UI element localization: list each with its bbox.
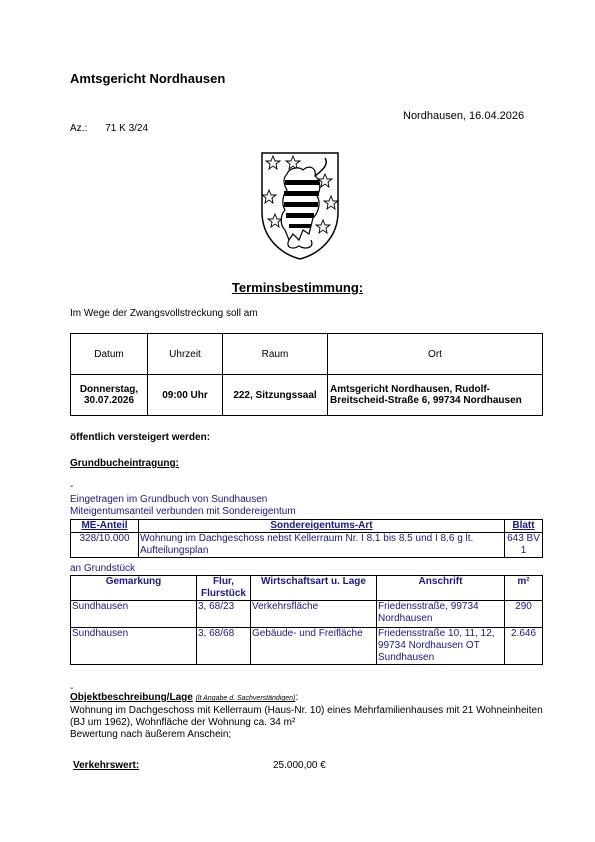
appointment-time: 09:00 Uhr bbox=[148, 375, 223, 416]
document-title: Terminsbestimmung: bbox=[231, 280, 364, 295]
parcel-district: Sundhausen bbox=[71, 628, 197, 665]
header-type: Sondereigentums-Art bbox=[139, 520, 505, 533]
appointment-row bbox=[71, 375, 543, 416]
land-register-heading: Grundbucheintragung: bbox=[70, 458, 179, 469]
az-label: Az.: bbox=[70, 123, 88, 134]
header-area: m² bbox=[505, 576, 543, 601]
header-share: ME-Anteil bbox=[71, 520, 139, 533]
object-description bbox=[70, 705, 545, 741]
appointment-table bbox=[70, 333, 543, 416]
list-dash: - bbox=[70, 481, 74, 492]
share-type: Wohnung im Dachgeschoss nebst Kellerraum Nr. I 8.1 bis 8.5 und I 8.6 g lt. Aufteilungsplan bbox=[139, 533, 505, 558]
table-row bbox=[71, 601, 543, 628]
parcel-area: 290 bbox=[505, 601, 543, 628]
object-heading bbox=[70, 692, 298, 703]
appointment-room: 222, Sitzungssaal bbox=[223, 375, 328, 416]
az-number: 71 K 3/24 bbox=[105, 123, 149, 134]
header-usage: Wirtschaftsart u. Lage bbox=[251, 576, 377, 601]
appointment-date: Donnerstag, 30.07.2026 bbox=[71, 375, 148, 416]
object-heading-note: (lt Angabe d. Sachverständigen) bbox=[195, 695, 296, 702]
market-value: 25.000,00 € bbox=[273, 760, 326, 771]
land-register-line-1: Eingetragen im Grundbuch von Sundhausen bbox=[70, 494, 268, 505]
header-parcel: Flur, Flurstück bbox=[197, 576, 251, 601]
header-address: Anschrift bbox=[377, 576, 505, 601]
parcel-usage: Verkehrsfläche bbox=[251, 601, 377, 628]
coat-of-arms-thuringia bbox=[259, 150, 341, 262]
court-name: Amtsgericht Nordhausen bbox=[70, 71, 226, 86]
object-heading-colon: : bbox=[295, 692, 299, 703]
parcel-address: Friedensstraße 10, 11, 12, 99734 Nordhausen OT Sundhausen bbox=[377, 628, 505, 665]
object-heading-label: Objektbeschreibung/Lage bbox=[70, 692, 193, 703]
share-sheet: 643 BV 1 bbox=[505, 533, 543, 558]
header-date: Datum bbox=[71, 334, 148, 375]
parcel-intro: an Grundstück bbox=[70, 563, 136, 574]
object-valuation-note: Bewertung nach äußerem Anschein; bbox=[70, 729, 232, 740]
header-district: Gemarkung bbox=[71, 576, 197, 601]
appointment-place: Amtsgericht Nordhausen, Rudolf-Breitscheid-Straße 6, 99734 Nordhausen bbox=[328, 375, 543, 416]
table-row bbox=[71, 628, 543, 665]
file-reference bbox=[70, 123, 148, 134]
parcel-number: 3, 68/68 bbox=[197, 628, 251, 665]
list-dash: - bbox=[70, 683, 74, 694]
parcel-number: 3, 68/23 bbox=[197, 601, 251, 628]
market-value-label: Verkehrswert: bbox=[73, 760, 140, 771]
auction-statement: öffentlich versteigert werden: bbox=[70, 432, 211, 443]
parcel-header-row bbox=[71, 576, 543, 601]
header-place: Ort bbox=[328, 334, 543, 375]
parcel-table bbox=[70, 575, 543, 665]
parcel-usage: Gebäude- und Freifläche bbox=[251, 628, 377, 665]
co-ownership-header-row bbox=[71, 520, 543, 533]
intro-text: Im Wege der Zwangsvollstreckung soll am bbox=[70, 308, 258, 319]
object-description-text: Wohnung im Dachgeschoss mit Kellerraum (Haus-Nr. 10) eines Mehrfamilienhauses mit 21 Wohneinheiten (BJ um 1962), Wohnfläche der Wohnung ca. 34 m² bbox=[70, 705, 543, 728]
land-register-line-2: Miteigentumsanteil verbunden mit Sondereigentum bbox=[70, 506, 296, 517]
appointment-header-row bbox=[71, 334, 543, 375]
header-time: Uhrzeit bbox=[148, 334, 223, 375]
header-room: Raum bbox=[223, 334, 328, 375]
place-date: Nordhausen, 16.04.2026 bbox=[403, 110, 525, 122]
parcel-address: Friedensstraße, 99734 Nordhausen bbox=[377, 601, 505, 628]
co-ownership-table bbox=[70, 519, 543, 558]
parcel-district: Sundhausen bbox=[71, 601, 197, 628]
share-value: 328/10.000 bbox=[71, 533, 139, 558]
co-ownership-row bbox=[71, 533, 543, 558]
parcel-area: 2.646 bbox=[505, 628, 543, 665]
header-sheet: Blatt bbox=[505, 520, 543, 533]
